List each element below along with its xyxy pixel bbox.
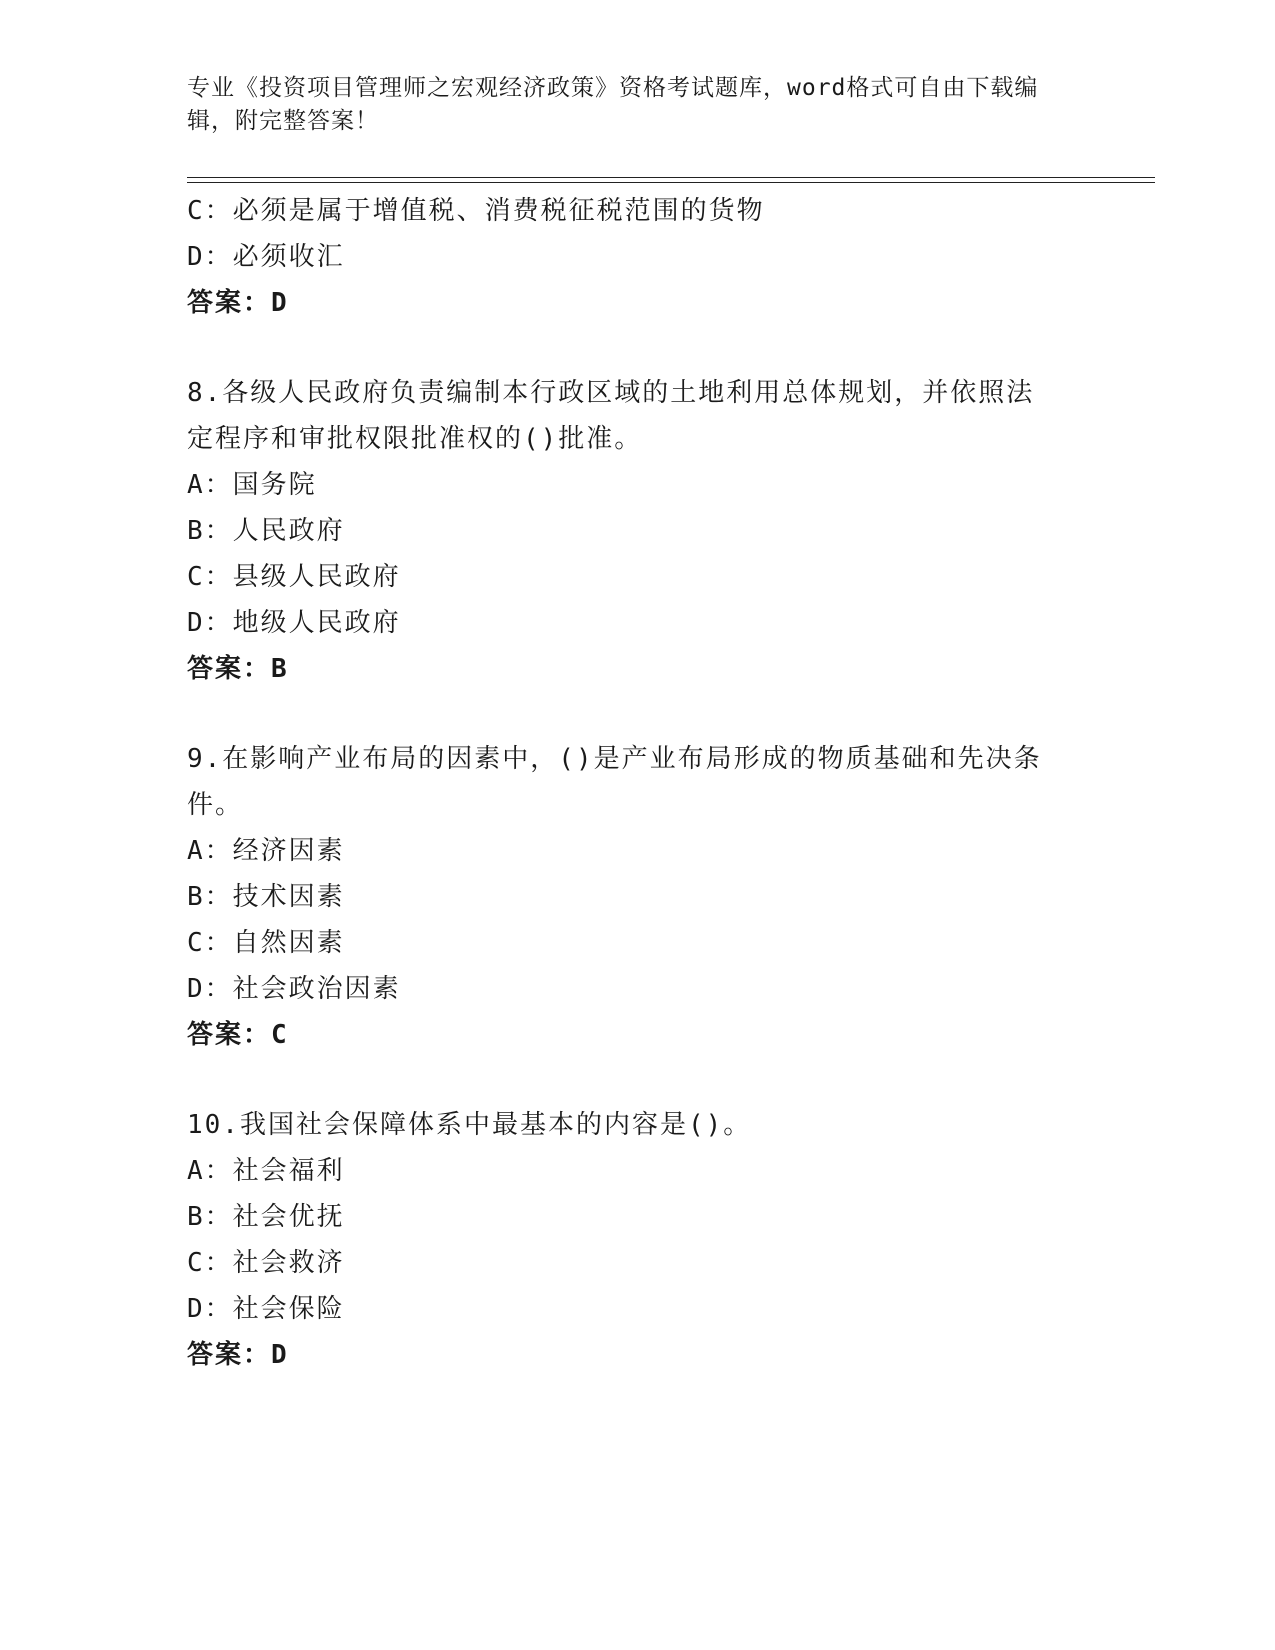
header-divider-top bbox=[187, 177, 1155, 178]
answer-line: 答案：B bbox=[187, 654, 289, 684]
option-a: A：经济因素 bbox=[187, 836, 345, 866]
option-b: B：社会优抚 bbox=[187, 1202, 345, 1232]
spacer bbox=[187, 326, 1087, 370]
question-block-10 bbox=[187, 1102, 1087, 1378]
answer-line: 答案：C bbox=[187, 1020, 289, 1050]
header-text: 专业《投资项目管理师之宏观经济政策》资格考试题库，word格式可自由下载编辑，附完整答案！ bbox=[187, 75, 1039, 134]
option-c: C：自然因素 bbox=[187, 928, 345, 958]
option-a: A：社会福利 bbox=[187, 1156, 345, 1186]
option-b: B：人民政府 bbox=[187, 516, 345, 546]
question-block-7 bbox=[187, 188, 1087, 326]
question-list bbox=[187, 188, 1087, 1378]
question-block-8 bbox=[187, 370, 1087, 692]
option-c: C：社会救济 bbox=[187, 1248, 345, 1278]
option-d: D：必须收汇 bbox=[187, 242, 345, 272]
option-d: D：社会政治因素 bbox=[187, 974, 401, 1004]
option-b: B：技术因素 bbox=[187, 882, 345, 912]
option-d: D：地级人民政府 bbox=[187, 608, 401, 638]
question-text: 8.各级人民政府负责编制本行政区域的土地利用总体规划，并依照法定程序和审批权限批准权的()批准。 bbox=[187, 378, 1035, 454]
question-text: 10.我国社会保障体系中最基本的内容是()。 bbox=[187, 1110, 752, 1140]
question-block-9 bbox=[187, 736, 1087, 1058]
answer-line: 答案：D bbox=[187, 288, 289, 318]
spacer bbox=[187, 692, 1087, 736]
spacer bbox=[187, 1058, 1087, 1102]
answer-line: 答案：D bbox=[187, 1340, 289, 1370]
header-divider-bottom bbox=[187, 182, 1155, 183]
option-c: C：必须是属于增值税、消费税征税范围的货物 bbox=[187, 196, 765, 226]
option-c: C：县级人民政府 bbox=[187, 562, 401, 592]
page-header bbox=[187, 72, 1067, 138]
option-d: D：社会保险 bbox=[187, 1294, 345, 1324]
question-text: 9.在影响产业布局的因素中，()是产业布局形成的物质基础和先决条件。 bbox=[187, 744, 1042, 820]
option-a: A：国务院 bbox=[187, 470, 317, 500]
